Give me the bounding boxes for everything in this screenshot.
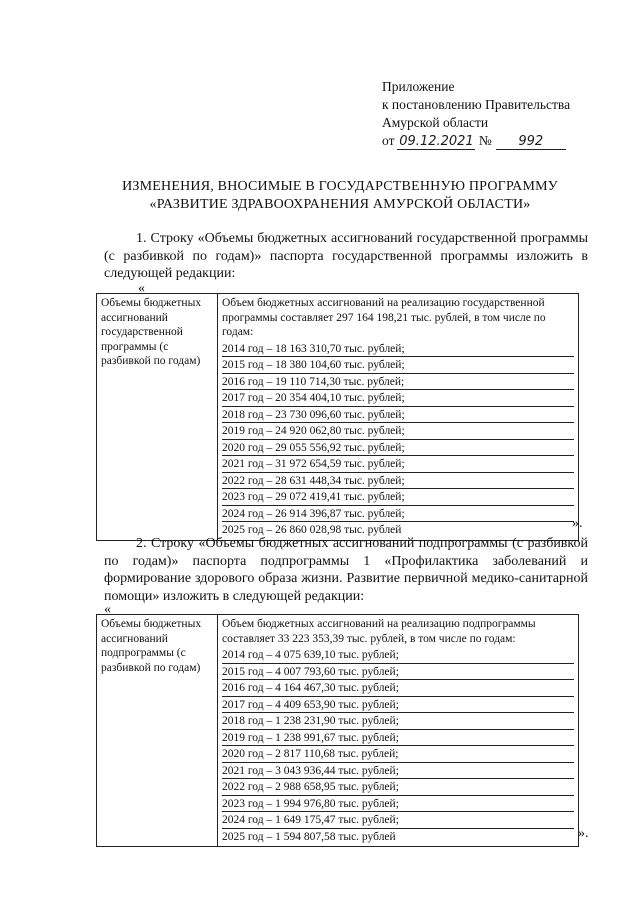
year-line: 2023 год – 29 072 419,41 тыс. рублей; <box>222 489 574 506</box>
year-line: 2017 год – 4 409 653,90 тыс. рублей; <box>222 697 574 714</box>
section-1-close-quote: ». <box>572 516 583 531</box>
year-line: 2025 год – 26 860 028,98 тыс. рублей <box>222 524 402 536</box>
year-line: 2019 год – 1 238 991,67 тыс. рублей; <box>222 730 574 747</box>
appendix-line-2: к постановлению Правительства <box>382 97 571 112</box>
year-line: 2020 год – 29 055 556,92 тыс. рублей; <box>222 440 574 457</box>
year-line: 2016 год – 4 164 467,30 тыс. рублей; <box>222 680 574 697</box>
appendix-line-1: Приложение <box>382 79 455 94</box>
section-2-close-quote: ». <box>578 826 589 841</box>
table-row <box>97 615 579 847</box>
section-1-table-values <box>218 294 579 541</box>
section-2-table-values <box>218 615 579 847</box>
section-2-table <box>96 614 579 847</box>
year-line: 2014 год – 18 163 310,70 тыс. рублей; <box>222 341 574 358</box>
section-1-table <box>96 293 579 541</box>
handwritten-date: 09.12.2021 <box>399 134 474 149</box>
document-title <box>60 178 620 214</box>
year-line: 2023 год – 1 994 976,80 тыс. рублей; <box>222 796 574 813</box>
section-1-table-intro: Объем бюджетных ассигнований на реализацию государственной программы составляет 297 164 198,21 тыс. рублей, в том числе по годам: <box>222 297 546 338</box>
number-prefix: № <box>478 133 492 148</box>
table-row <box>97 294 579 541</box>
handwritten-number: 992 <box>496 134 566 150</box>
year-line: 2014 год – 4 075 639,10 тыс. рублей; <box>222 647 574 664</box>
section-2-paragraph <box>104 535 588 605</box>
title-line-2: «РАЗВИТИЕ ЗДРАВООХРАНЕНИЯ АМУРСКОЙ ОБЛАСТИ» <box>149 197 531 212</box>
section-1-open-quote: « <box>138 281 145 296</box>
year-line: 2022 год – 28 631 448,34 тыс. рублей; <box>222 473 574 490</box>
appendix-block <box>382 78 612 150</box>
year-line: 2015 год – 18 380 104,60 тыс. рублей; <box>222 357 574 374</box>
section-2-table-label: Объемы бюджетных ассигнований подпрограммы (с разбивкой по годам) <box>97 615 218 847</box>
year-line: 2018 год – 1 238 231,90 тыс. рублей; <box>222 713 574 730</box>
year-line: 2022 год – 2 988 658,95 тыс. рублей; <box>222 779 574 796</box>
year-line: 2019 год – 24 920 062,80 тыс. рублей; <box>222 423 574 440</box>
section-2-open-quote: « <box>104 602 111 617</box>
section-1-paragraph <box>104 230 588 283</box>
title-line-1: ИЗМЕНЕНИЯ, ВНОСИМЫЕ В ГОСУДАРСТВЕННУЮ ПРОГРАММУ <box>122 179 558 194</box>
section-2-table-intro: Объем бюджетных ассигнований на реализацию подпрограммы составляет 33 223 353,39 тыс. рублей, в том числе по годам: <box>222 618 536 645</box>
section-2-text: 2. Строку «Объемы бюджетных ассигнований подпрограммы (с разбивкой по годам)» паспорта подпрограммы 1 «Профилактика заболеваний и формирование здорового образа жизни. Развитие первичной медико-санитарной помощи» изложить в следующей редакции: <box>104 536 588 604</box>
section-1-text: 1. Строку «Объемы бюджетных ассигнований государственной программы (с разбивкой по годам)» паспорта государственной программы изложить в следующей редакции: <box>104 231 588 281</box>
year-line: 2021 год – 3 043 936,44 тыс. рублей; <box>222 763 574 780</box>
year-line: 2016 год – 19 110 714,30 тыс. рублей; <box>222 374 574 391</box>
appendix-date-line <box>382 132 612 150</box>
year-line: 2018 год – 23 730 096,60 тыс. рублей; <box>222 407 574 424</box>
year-line: 2021 год – 31 972 654,59 тыс. рублей; <box>222 456 574 473</box>
date-prefix: от <box>382 133 395 148</box>
year-line: 2024 год – 26 914 396,87 тыс. рублей; <box>222 506 574 523</box>
year-line: 2017 год – 20 354 404,10 тыс. рублей; <box>222 390 574 407</box>
year-line: 2024 год – 1 649 175,47 тыс. рублей; <box>222 812 574 829</box>
year-line: 2025 год – 1 594 807,58 тыс. рублей <box>222 830 396 843</box>
year-line: 2020 год – 2 817 110,68 тыс. рублей; <box>222 746 574 763</box>
year-line: 2015 год – 4 007 793,60 тыс. рублей; <box>222 664 574 681</box>
section-1-table-label: Объемы бюджетных ассигнований государственной программы (с разбивкой по годам) <box>97 294 218 541</box>
appendix-line-3: Амурской области <box>382 115 489 130</box>
